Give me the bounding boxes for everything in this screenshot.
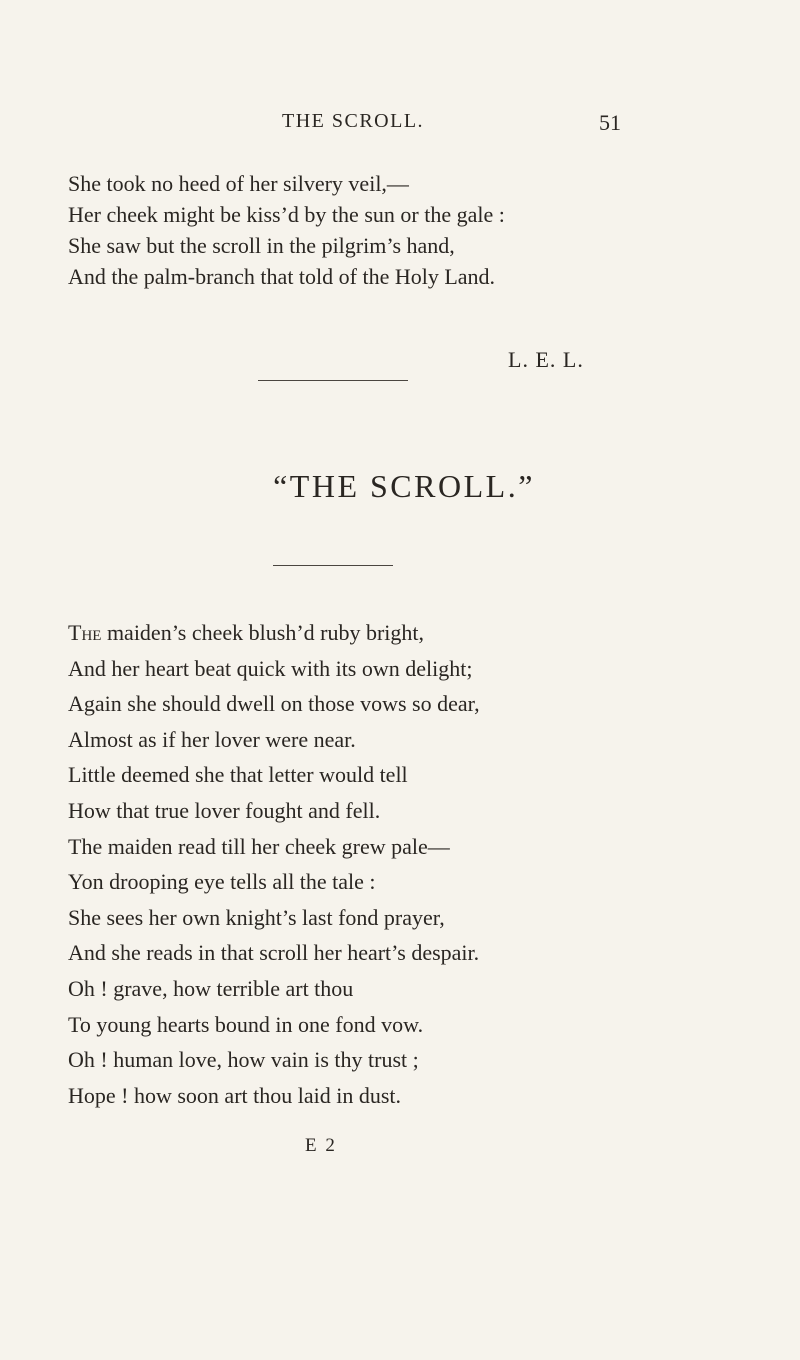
poem-line: And she reads in that scroll her heart’s despair. <box>68 940 480 966</box>
poem-body <box>68 615 480 1113</box>
poem-line: Oh ! grave, how terrible art thou <box>68 975 354 1001</box>
divider-rule <box>258 380 408 381</box>
poem-line: Again she should dwell on those vows so dear, <box>68 691 480 717</box>
poem-line: How that true lover fought and fell. <box>68 797 381 823</box>
poem-line: She took no heed of her silvery veil,— <box>68 171 409 196</box>
poem-line: Yon drooping eye tells all the tale : <box>68 869 376 895</box>
poem-line: The maiden read till her cheek grew pale— <box>68 833 450 859</box>
running-head: THE SCROLL. <box>282 110 425 132</box>
poem-line: And the palm-branch that told of the Holy Land. <box>68 264 496 289</box>
page-header <box>0 110 800 140</box>
poem-line: Little deemed she that letter would tell <box>68 762 408 788</box>
signature-mark: E 2 <box>305 1135 337 1156</box>
poem-first-line <box>68 615 480 651</box>
poem-first-line-rest: maiden’s cheek blush’d ruby bright, <box>101 620 425 645</box>
poem-line: Her cheek might be kiss’d by the sun or the gale : <box>68 202 505 227</box>
previous-poem-ending <box>68 168 505 292</box>
poem-first-word: The <box>68 620 102 645</box>
poem-line: Oh ! human love, how vain is thy trust ; <box>68 1047 419 1073</box>
poem-line: She saw but the scroll in the pilgrim’s hand, <box>68 233 455 258</box>
divider-rule <box>273 565 393 566</box>
poem-title: “THE SCROLL.” <box>273 468 535 504</box>
page-number: 51 <box>599 110 621 135</box>
poem-line: To young hearts bound in one fond vow. <box>68 1011 424 1037</box>
poem-line: She sees her own knight’s last fond prayer, <box>68 904 445 930</box>
author-signature: L. E. L. <box>508 347 584 372</box>
poem-line: Hope ! how soon art thou laid in dust. <box>68 1082 402 1108</box>
poem-line: And her heart beat quick with its own delight; <box>68 655 473 681</box>
poem-line: Almost as if her lover were near. <box>68 726 356 752</box>
